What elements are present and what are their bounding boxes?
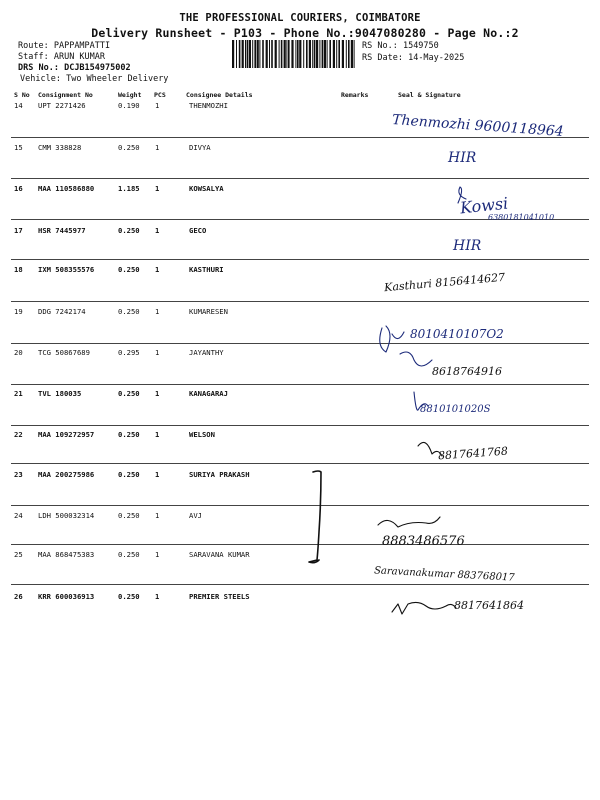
stroke-kowsi-loop bbox=[458, 187, 466, 203]
row-consignee: AVJ bbox=[189, 511, 202, 520]
row-weight: 0.250 bbox=[118, 307, 140, 316]
row-pcs: 1 bbox=[155, 430, 160, 439]
row-pcs: 1 bbox=[155, 470, 160, 479]
row-weight: 0.250 bbox=[118, 470, 140, 479]
row-consignment: MAA 109272957 bbox=[38, 430, 95, 439]
row-sno: 26 bbox=[14, 592, 23, 601]
row-consignee: SURIYA PRAKASH bbox=[189, 470, 250, 479]
route-label: Route: bbox=[18, 41, 49, 51]
phone-welson: 8817641768 bbox=[437, 444, 509, 463]
col-header-weight: Weight bbox=[118, 91, 142, 99]
row-consignee: KANAGARAJ bbox=[189, 389, 228, 398]
row-pcs: 1 bbox=[155, 265, 160, 274]
row-sno: 17 bbox=[14, 226, 23, 235]
staff-label: Staff: bbox=[18, 52, 49, 62]
row-consignment: MAA 868475383 bbox=[38, 550, 95, 559]
row-weight: 0.250 bbox=[118, 511, 140, 520]
rs-no-value: 1549750 bbox=[402, 41, 439, 51]
row-weight: 0.250 bbox=[118, 143, 140, 152]
bracket-mark bbox=[309, 471, 321, 563]
row-consignee: KUMARESEN bbox=[189, 307, 228, 316]
stroke-kanagaraj bbox=[414, 392, 428, 410]
row-consignment: CMM 338828 bbox=[38, 143, 82, 152]
row-pcs: 1 bbox=[155, 226, 160, 235]
staff-value: ARUN KUMAR bbox=[53, 52, 106, 62]
row-sno: 18 bbox=[14, 265, 23, 274]
runsheet-title: Delivery Runsheet - P103 - Phone No.:9047080280 - Page No.:2 bbox=[91, 26, 519, 40]
phone-jayanthy: 8618764916 bbox=[432, 365, 502, 378]
row-consignee: PREMIER STEELS bbox=[189, 592, 250, 601]
row-sno: 20 bbox=[14, 348, 23, 357]
row-weight: 0.250 bbox=[118, 592, 140, 601]
phone-kowsalya: 6380181041010 bbox=[488, 213, 555, 222]
col-header-sno: S No bbox=[14, 91, 30, 99]
row-consignee: JAYANTHY bbox=[189, 348, 224, 357]
row-sno: 15 bbox=[14, 143, 23, 152]
row-sno: 24 bbox=[14, 511, 23, 520]
row-consignee: GECO bbox=[189, 226, 207, 235]
row-weight: 0.190 bbox=[118, 101, 140, 110]
row-sno: 16 bbox=[14, 184, 23, 193]
drs-value: DCJB154975002 bbox=[64, 63, 131, 73]
row-consignment: LDH 500032314 bbox=[38, 511, 95, 520]
route-value: PAPPAMPATTI bbox=[53, 41, 111, 51]
row-sno: 14 bbox=[14, 101, 23, 110]
phone-avj: 8883486576 bbox=[382, 534, 465, 549]
signature-saravana-kumar: Saravanakumar 883768017 bbox=[373, 565, 515, 584]
row-consignment: UPT 2271426 bbox=[38, 101, 86, 110]
row-sno: 22 bbox=[14, 430, 23, 439]
remark-hir-2: HIR bbox=[453, 238, 482, 254]
phone-kanagaraj: 8810101020S bbox=[420, 404, 491, 415]
vehicle-value: Two Wheeler Delivery bbox=[66, 74, 169, 84]
row-pcs: 1 bbox=[155, 389, 160, 398]
signature-thenmozhi: Thenmozhi 9600118964 bbox=[391, 112, 565, 140]
row-consignment: TCG 50867689 bbox=[38, 348, 90, 357]
row-pcs: 1 bbox=[155, 511, 160, 520]
row-pcs: 1 bbox=[155, 184, 160, 193]
row-consignment: MAA 200275986 bbox=[38, 470, 95, 479]
row-weight: 0.250 bbox=[118, 265, 140, 274]
row-consignment: IXM 508355576 bbox=[38, 265, 95, 274]
row-pcs: 1 bbox=[155, 592, 160, 601]
row-sno: 25 bbox=[14, 550, 23, 559]
row-sno: 21 bbox=[14, 389, 23, 398]
row-consignee: KOWSALYA bbox=[189, 184, 224, 193]
col-header-pcs: PCS bbox=[154, 91, 166, 99]
signature-kasthuri: Kasthuri 8156414627 bbox=[383, 270, 506, 295]
rs-date-label: RS Date: bbox=[362, 53, 403, 63]
stroke-avj bbox=[378, 517, 440, 527]
row-consignment: MAA 110586880 bbox=[38, 184, 95, 193]
row-weight: 1.185 bbox=[118, 184, 140, 193]
row-consignment: HSR 7445977 bbox=[38, 226, 86, 235]
stroke-premier-steels bbox=[392, 602, 456, 614]
row-pcs: 1 bbox=[155, 348, 160, 357]
stroke-kumaresen-loop bbox=[380, 326, 404, 352]
col-header-remarks: Remarks bbox=[341, 91, 369, 99]
phone-premier-steels: 8817641864 bbox=[454, 599, 524, 612]
vehicle-label: Vehicle: bbox=[20, 74, 61, 84]
company-name: THE PROFESSIONAL COURIERS, COIMBATORE bbox=[179, 12, 421, 24]
row-consignment: TVL 180035 bbox=[38, 389, 82, 398]
row-sno: 23 bbox=[14, 470, 23, 479]
drs-label: DRS No.: bbox=[18, 63, 59, 73]
row-weight: 0.250 bbox=[118, 550, 140, 559]
row-pcs: 1 bbox=[155, 550, 160, 559]
row-weight: 0.295 bbox=[118, 348, 140, 357]
row-consignee: THENMOZHI bbox=[189, 101, 228, 110]
rs-no-label: RS No.: bbox=[362, 41, 398, 51]
row-weight: 0.250 bbox=[118, 430, 140, 439]
col-header-consignee: Consignee Details bbox=[186, 91, 253, 99]
row-weight: 0.250 bbox=[118, 389, 140, 398]
stroke-jayanthy bbox=[400, 352, 432, 366]
row-pcs: 1 bbox=[155, 143, 160, 152]
col-header-seal-signature: Seal & Signature bbox=[398, 91, 461, 99]
remark-hir-1: HIR bbox=[448, 150, 477, 166]
row-consignment: DDG 7242174 bbox=[38, 307, 86, 316]
phone-kumaresen: 8010410107O2 bbox=[410, 327, 504, 341]
row-pcs: 1 bbox=[155, 307, 160, 316]
row-consignee: DIVYA bbox=[189, 143, 211, 152]
row-weight: 0.250 bbox=[118, 226, 140, 235]
row-consignee: WELSON bbox=[189, 430, 215, 439]
stroke-welson bbox=[418, 442, 442, 456]
signature-kowsi: Kowsi bbox=[459, 193, 510, 218]
row-pcs: 1 bbox=[155, 101, 160, 110]
rs-date-value: 14-May-2025 bbox=[408, 53, 465, 63]
row-sno: 19 bbox=[14, 307, 23, 316]
row-consignment: KRR 600036913 bbox=[38, 592, 95, 601]
row-consignee: SARAVANA KUMAR bbox=[189, 550, 250, 559]
col-header-consignment: Consignment No bbox=[38, 91, 93, 99]
row-consignee: KASTHURI bbox=[189, 265, 224, 274]
